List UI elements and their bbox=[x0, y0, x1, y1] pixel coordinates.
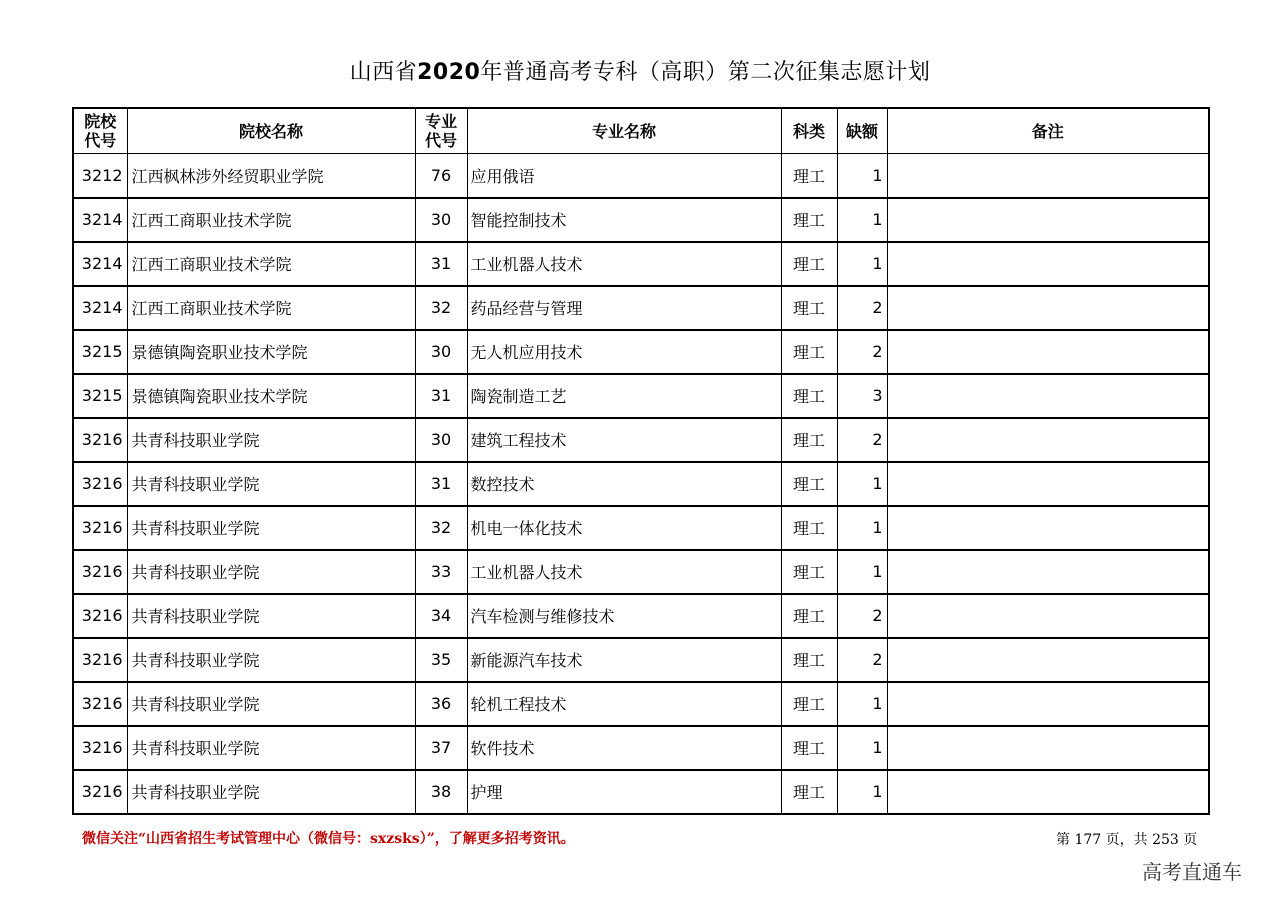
table-row bbox=[73, 550, 1209, 594]
cell-quota: 1 bbox=[837, 770, 887, 814]
cell-category: 理工 bbox=[781, 638, 837, 682]
cell-remarks bbox=[887, 682, 1209, 726]
cell-quota: 1 bbox=[837, 506, 887, 550]
cell-major-name: 工业机器人技术 bbox=[467, 242, 781, 286]
table-row bbox=[73, 682, 1209, 726]
cell-major-name: 轮机工程技术 bbox=[467, 682, 781, 726]
cell-school-name: 共青科技职业学院 bbox=[127, 550, 415, 594]
cell-major-code: 34 bbox=[415, 594, 467, 638]
cell-major-code: 31 bbox=[415, 242, 467, 286]
cell-school-name: 景德镇陶瓷职业技术学院 bbox=[127, 330, 415, 374]
cell-school-name: 共青科技职业学院 bbox=[127, 682, 415, 726]
cell-remarks bbox=[887, 726, 1209, 770]
cell-remarks bbox=[887, 638, 1209, 682]
table-row bbox=[73, 594, 1209, 638]
cell-school-name: 共青科技职业学院 bbox=[127, 594, 415, 638]
cell-major-code: 37 bbox=[415, 726, 467, 770]
cell-major-code: 31 bbox=[415, 374, 467, 418]
cell-quota: 1 bbox=[837, 198, 887, 242]
cell-quota: 1 bbox=[837, 682, 887, 726]
cell-quota: 1 bbox=[837, 462, 887, 506]
cell-category: 理工 bbox=[781, 418, 837, 462]
cell-school-name: 共青科技职业学院 bbox=[127, 770, 415, 814]
cell-school-code: 3212 bbox=[73, 154, 127, 198]
cell-school-code: 3214 bbox=[73, 198, 127, 242]
cell-category: 理工 bbox=[781, 330, 837, 374]
cell-category: 理工 bbox=[781, 770, 837, 814]
cell-major-name: 软件技术 bbox=[467, 726, 781, 770]
table-row bbox=[73, 286, 1209, 330]
cell-category: 理工 bbox=[781, 286, 837, 330]
cell-quota: 1 bbox=[837, 550, 887, 594]
table-row bbox=[73, 154, 1209, 198]
header-school-code: 院校代号 bbox=[73, 108, 127, 154]
cell-major-name: 无人机应用技术 bbox=[467, 330, 781, 374]
cell-school-code: 3216 bbox=[73, 726, 127, 770]
cell-remarks bbox=[887, 286, 1209, 330]
wechat-notice: 微信关注“山西省招生考试管理中心（微信号：sxzsks）”，了解更多招考资讯。 bbox=[82, 831, 575, 847]
cell-category: 理工 bbox=[781, 550, 837, 594]
cell-remarks bbox=[887, 550, 1209, 594]
table-row bbox=[73, 770, 1209, 814]
header-quota: 缺额 bbox=[837, 108, 887, 154]
cell-school-name: 景德镇陶瓷职业技术学院 bbox=[127, 374, 415, 418]
cell-major-name: 新能源汽车技术 bbox=[467, 638, 781, 682]
cell-remarks bbox=[887, 154, 1209, 198]
cell-remarks bbox=[887, 462, 1209, 506]
cell-quota: 1 bbox=[837, 154, 887, 198]
cell-major-name: 应用俄语 bbox=[467, 154, 781, 198]
cell-quota: 1 bbox=[837, 242, 887, 286]
cell-remarks bbox=[887, 594, 1209, 638]
watermark: 高考直通车 bbox=[1142, 860, 1242, 884]
cell-school-code: 3216 bbox=[73, 506, 127, 550]
cell-remarks bbox=[887, 418, 1209, 462]
cell-school-code: 3214 bbox=[73, 286, 127, 330]
table-row bbox=[73, 330, 1209, 374]
cell-major-code: 31 bbox=[415, 462, 467, 506]
cell-school-code: 3216 bbox=[73, 550, 127, 594]
cell-school-name: 江西枫林涉外经贸职业学院 bbox=[127, 154, 415, 198]
table-row bbox=[73, 638, 1209, 682]
cell-school-code: 3216 bbox=[73, 418, 127, 462]
cell-major-name: 建筑工程技术 bbox=[467, 418, 781, 462]
cell-quota: 2 bbox=[837, 638, 887, 682]
cell-category: 理工 bbox=[781, 242, 837, 286]
cell-major-code: 32 bbox=[415, 506, 467, 550]
cell-major-name: 陶瓷制造工艺 bbox=[467, 374, 781, 418]
cell-major-code: 35 bbox=[415, 638, 467, 682]
cell-school-name: 共青科技职业学院 bbox=[127, 506, 415, 550]
table-row bbox=[73, 506, 1209, 550]
cell-school-name: 共青科技职业学院 bbox=[127, 462, 415, 506]
table-row bbox=[73, 418, 1209, 462]
cell-category: 理工 bbox=[781, 682, 837, 726]
header-category: 科类 bbox=[781, 108, 837, 154]
cell-school-code: 3215 bbox=[73, 374, 127, 418]
cell-major-name: 工业机器人技术 bbox=[467, 550, 781, 594]
cell-school-code: 3214 bbox=[73, 242, 127, 286]
cell-major-code: 33 bbox=[415, 550, 467, 594]
cell-major-name: 数控技术 bbox=[467, 462, 781, 506]
cell-quota: 2 bbox=[837, 594, 887, 638]
cell-school-code: 3216 bbox=[73, 462, 127, 506]
cell-quota: 3 bbox=[837, 374, 887, 418]
cell-quota: 2 bbox=[837, 418, 887, 462]
cell-school-code: 3216 bbox=[73, 594, 127, 638]
cell-remarks bbox=[887, 770, 1209, 814]
cell-school-name: 江西工商职业技术学院 bbox=[127, 198, 415, 242]
cell-school-code: 3215 bbox=[73, 330, 127, 374]
cell-remarks bbox=[887, 242, 1209, 286]
cell-remarks bbox=[887, 506, 1209, 550]
table-header-row bbox=[73, 108, 1209, 154]
cell-major-code: 36 bbox=[415, 682, 467, 726]
table-row bbox=[73, 242, 1209, 286]
table-row bbox=[73, 374, 1209, 418]
page-number: 第 177 页，共 253 页 bbox=[1056, 832, 1198, 848]
cell-category: 理工 bbox=[781, 198, 837, 242]
table-row bbox=[73, 726, 1209, 770]
cell-category: 理工 bbox=[781, 506, 837, 550]
cell-school-name: 共青科技职业学院 bbox=[127, 726, 415, 770]
cell-major-code: 38 bbox=[415, 770, 467, 814]
table-row bbox=[73, 462, 1209, 506]
cell-remarks bbox=[887, 374, 1209, 418]
cell-quota: 1 bbox=[837, 726, 887, 770]
header-school-name: 院校名称 bbox=[127, 108, 415, 154]
cell-remarks bbox=[887, 330, 1209, 374]
cell-major-name: 汽车检测与维修技术 bbox=[467, 594, 781, 638]
cell-school-name: 江西工商职业技术学院 bbox=[127, 242, 415, 286]
cell-school-name: 共青科技职业学院 bbox=[127, 418, 415, 462]
cell-quota: 2 bbox=[837, 330, 887, 374]
cell-school-name: 江西工商职业技术学院 bbox=[127, 286, 415, 330]
cell-school-name: 共青科技职业学院 bbox=[127, 638, 415, 682]
cell-major-code: 32 bbox=[415, 286, 467, 330]
table-row bbox=[73, 198, 1209, 242]
cell-school-code: 3216 bbox=[73, 682, 127, 726]
cell-major-name: 机电一体化技术 bbox=[467, 506, 781, 550]
cell-major-code: 30 bbox=[415, 330, 467, 374]
cell-category: 理工 bbox=[781, 594, 837, 638]
cell-quota: 2 bbox=[837, 286, 887, 330]
cell-category: 理工 bbox=[781, 726, 837, 770]
header-remarks: 备注 bbox=[887, 108, 1209, 154]
enrollment-plan-table bbox=[72, 107, 1210, 815]
cell-major-name: 智能控制技术 bbox=[467, 198, 781, 242]
header-major-code: 专业代号 bbox=[415, 108, 467, 154]
header-major-name: 专业名称 bbox=[467, 108, 781, 154]
cell-major-code: 76 bbox=[415, 154, 467, 198]
cell-school-code: 3216 bbox=[73, 770, 127, 814]
page-title: 山西省2020年普通高考专科（高职）第二次征集志愿计划 bbox=[349, 60, 931, 85]
cell-category: 理工 bbox=[781, 462, 837, 506]
cell-major-name: 护理 bbox=[467, 770, 781, 814]
cell-category: 理工 bbox=[781, 374, 837, 418]
cell-major-code: 30 bbox=[415, 198, 467, 242]
cell-category: 理工 bbox=[781, 154, 837, 198]
cell-major-name: 药品经营与管理 bbox=[467, 286, 781, 330]
cell-major-code: 30 bbox=[415, 418, 467, 462]
cell-remarks bbox=[887, 198, 1209, 242]
cell-school-code: 3216 bbox=[73, 638, 127, 682]
